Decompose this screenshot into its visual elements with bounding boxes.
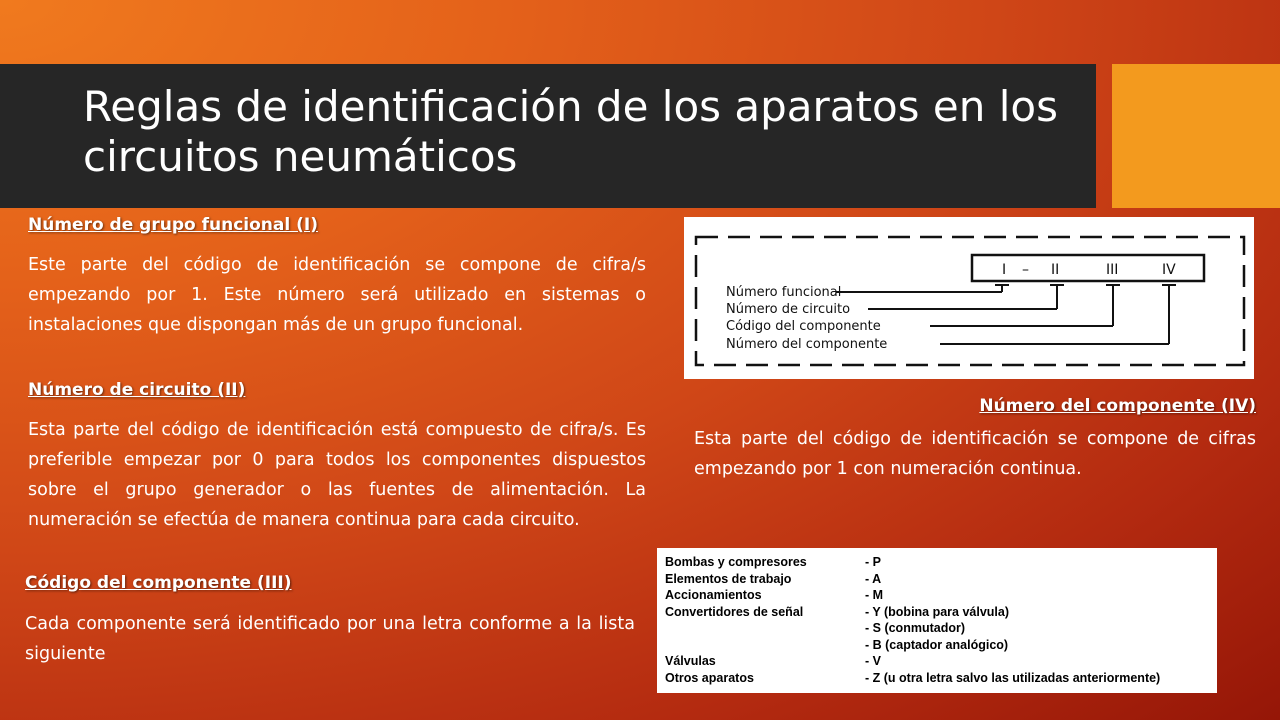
slide-title: Reglas de identificación de los aparatos en los circuitos neumáticos bbox=[83, 82, 1058, 181]
accent-square bbox=[1112, 64, 1280, 208]
component-type: Bombas y compresores bbox=[665, 555, 807, 569]
text-numero-componente: Esta parte del código de identificación se compone de cifras empezando por 1 con numeración continua. bbox=[694, 429, 1256, 479]
component-letter: - P bbox=[865, 555, 881, 569]
heading-numero-componente: Número del componente (IV) bbox=[979, 396, 1256, 416]
roman-I: I bbox=[1002, 262, 1007, 278]
identification-diagram bbox=[684, 217, 1254, 379]
text-grupo-funcional: Este parte del código de identificación se compone de cifra/s empezando por 1. Este número será utilizado en sistemas o instalaciones que dispongan más de un grupo funcional. bbox=[28, 255, 646, 335]
heading-codigo-componente: Código del componente (III) bbox=[25, 573, 292, 593]
component-letter: - S (conmutador) bbox=[865, 621, 965, 635]
heading-circuito: Número de circuito (II) bbox=[28, 380, 246, 400]
heading-grupo-funcional: Número de grupo funcional (I) bbox=[28, 215, 318, 235]
label-numero-circuito: Número de circuito bbox=[726, 302, 851, 317]
component-type: Accionamientos bbox=[665, 588, 762, 602]
label-codigo-componente: Código del componente bbox=[726, 319, 881, 334]
text-circuito: Esta parte del código de identificación está compuesto de cifra/s. Es preferible empezar por 0 para todos los componentes dispuestos sobre el grupo generador o las fuentes de alimentación. La numeración se efectúa de manera continua para cada circuito. bbox=[28, 420, 646, 530]
roman-II: II bbox=[1051, 262, 1060, 278]
component-letter: - A bbox=[865, 571, 882, 586]
component-type: Otros aparatos bbox=[665, 670, 754, 685]
component-type: Convertidores de señal bbox=[665, 604, 804, 619]
component-letter: - Y (bobina para válvula) bbox=[865, 604, 1010, 619]
text-codigo-componente: Cada componente será identificado por una letra conforme a la lista siguiente bbox=[25, 614, 635, 664]
label-numero-componente: Número del componente bbox=[726, 337, 888, 352]
connector-lines bbox=[836, 285, 1176, 344]
label-numero-funcional: Número funcional bbox=[726, 285, 842, 300]
component-code-table bbox=[657, 548, 1217, 693]
roman-IV: IV bbox=[1162, 262, 1176, 278]
component-letter: - B (captador analógico) bbox=[865, 637, 1009, 652]
roman-III: III bbox=[1106, 262, 1119, 278]
component-type: Válvulas bbox=[665, 654, 716, 668]
identification-diagram-svg bbox=[684, 217, 1254, 379]
component-type: Elementos de trabajo bbox=[665, 571, 792, 586]
component-letter: - V bbox=[865, 654, 881, 668]
component-letter: - Z (u otra letra salvo las utilizadas anteriormente) bbox=[865, 670, 1161, 685]
component-letter: - M bbox=[865, 588, 884, 602]
roman-dash: – bbox=[1022, 262, 1029, 278]
